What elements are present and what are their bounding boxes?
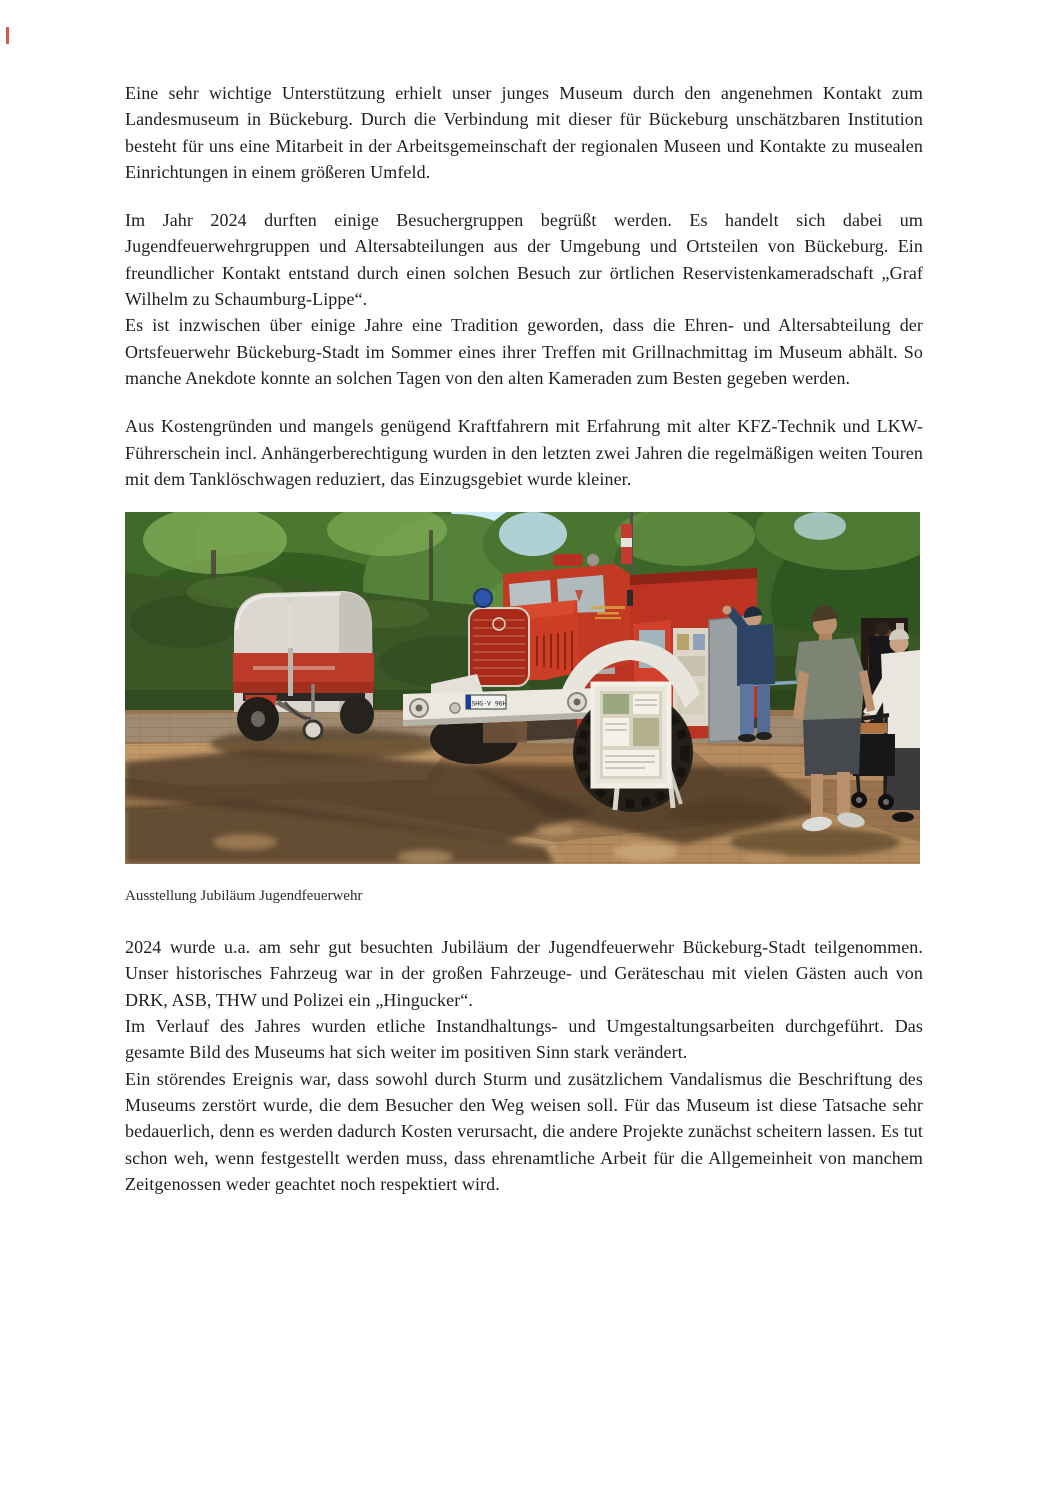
license-plate [466, 695, 507, 709]
trailer [233, 591, 374, 741]
paragraph-support: Eine sehr wichtige Unterstützung erhielt unser junges Museum durch den angenehmen Kontakt zum Landesmuseum in Bückeburg. Durch die Verbindung mit dieser für Bückeburg unschätzbaren Institution besteht für uns eine Mitarbeit in der Arbeitsgemeinschaft der regionalen Museen und Kontakte zu musealen Einrichtungen in einem größeren Umfeld. [125, 83, 923, 182]
paragraph-tradition: Es ist inzwischen über einige Jahre eine Tradition geworden, dass die Ehren- und Altersabteilung der Ortsfeuerwehr Bückeburg-Stadt im Sommer eines ihrer Treffen mit Grillnachmittag im Museum abhält. So manche Anekdote konnte an solchen Tagen von den alten Kameraden zum Besten gegeben werden. [125, 315, 923, 388]
paragraph-maintenance: Im Verlauf des Jahres wurden etliche Instandhaltungs- und Umgestaltungsarbeiten durchgeführt. Das gesamte Bild des Museums hat sich weiter im positiven Sinn stark verändert. [125, 1016, 923, 1063]
paragraph-visitors: Im Jahr 2024 durften einige Besuchergruppen begrüßt werden. Es handelt sich dabei um Jugendfeuerwehrgruppen und Altersabteilungen aus der Umgebung und Ortsteilen von Bückeburg. Ein freundlicher Kontakt entstand durch einen solchen Besuch zur örtlichen Reservistenkameradschaft „Graf Wilhelm zu Schaumburg-Lippe“. [125, 210, 923, 310]
license-plate-text: SHG-V 96H [471, 699, 507, 708]
photo-caption: Ausstellung Jubiläum Jugendfeuerwehr [125, 888, 363, 905]
document-content [125, 80, 923, 1197]
paragraph-jubilee: 2024 wurde u.a. am sehr gut besuchten Jubiläum der Jugendfeuerwehr Bückeburg-Stadt teilgenommen. Unser historisches Fahrzeug war in der großen Fahrzeuge- und Geräteschau mit vielen Gästen auch von DRK, ASB, THW und Polizei ein „Hingucker“. [125, 937, 923, 1010]
blue-beacon-lamp [474, 589, 492, 607]
exhibition-photo [125, 512, 920, 864]
photo-figure [125, 512, 923, 906]
paragraph-vandalism: Ein störendes Ereignis war, dass sowohl durch Sturm und zusätzlichem Vandalismus die Beschriftung des Museums zerstört wurde, die dem Besucher den Weg weisen soll. Für das Museum ist diese Tatsache sehr bedauerlich, denn es werden dadurch Kosten verursacht, die andere Projekte zunächst scheitern lassen. Es tut schon weh, wenn festgestellt werden muss, dass ehrenamtliche Arbeit für die Allgemeinheit von manchem Zeitgenossen weder geachtet noch respektiert wird. [125, 1068, 923, 1194]
paragraph-costs: Aus Kostengründen und mangels genügend Kraftfahrern mit Erfahrung mit alter KFZ-Technik und LKW-Führerschein incl. Anhängerberechtigung wurden in den letzten zwei Jahren die regelmäßigen weiten Touren mit dem Tanklöschwagen reduziert, das Einzugsgebiet wurde kleiner. [125, 416, 923, 489]
scan-artifact-mark [6, 27, 9, 44]
